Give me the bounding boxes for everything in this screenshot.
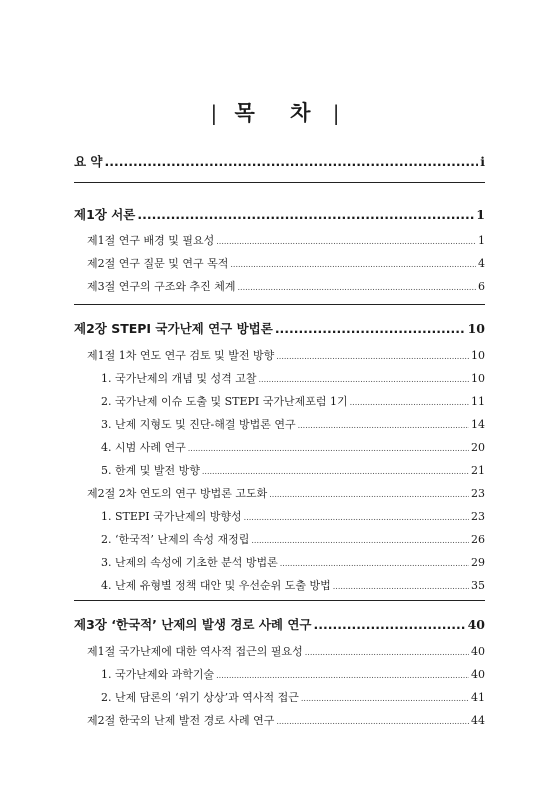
toc-subsection[interactable]	[74, 689, 485, 705]
toc-chapter-summary[interactable]	[74, 152, 485, 170]
toc-label: 제2절 연구 질문 및 연구 목적	[87, 257, 229, 270]
toc-page-number: 10	[471, 372, 485, 385]
toc-page-number: 41	[471, 691, 485, 704]
toc-section[interactable]	[74, 643, 485, 659]
leader-dots	[276, 352, 469, 361]
toc-page-number: 1	[478, 234, 485, 247]
toc-page-number: i	[480, 154, 485, 169]
toc-chapter-2[interactable]	[74, 319, 485, 337]
toc-label: 요 약	[74, 154, 103, 169]
leader-dots	[105, 154, 479, 169]
leader-dots	[276, 717, 469, 726]
toc-label: 1. 국가난제의 개념 및 성격 고찰	[101, 372, 257, 385]
toc-label: 4. 시범 사례 연구	[101, 441, 186, 454]
title-bar-right: |	[332, 101, 341, 125]
title-text: 목 차	[234, 101, 325, 125]
toc-page-number: 10	[471, 349, 485, 362]
toc-subsection[interactable]	[74, 554, 485, 570]
toc-subsection[interactable]	[74, 439, 485, 455]
toc-label: 제1절 연구 배경 및 필요성	[87, 234, 215, 247]
toc-page-number: 40	[467, 617, 485, 632]
table-of-contents	[74, 0, 485, 800]
toc-subsection[interactable]	[74, 577, 485, 593]
toc-page-number: 40	[471, 668, 485, 681]
toc-subsection[interactable]	[74, 416, 485, 432]
leader-dots	[244, 513, 469, 522]
leader-dots	[137, 207, 474, 222]
toc-page-number: 35	[471, 579, 485, 592]
toc-label: 제2절 2차 연도의 연구 방법론 고도화	[87, 487, 268, 500]
toc-label: 1. STEPI 국가난제의 방향성	[101, 510, 242, 523]
toc-page-number: 23	[471, 510, 485, 523]
toc-page-number: 29	[471, 556, 485, 569]
leader-dots	[238, 283, 477, 292]
leader-dots	[230, 260, 476, 269]
toc-label: 제2절 한국의 난제 발전 경로 사례 연구	[87, 714, 275, 727]
toc-label: 2. ‘한국적’ 난제의 속성 재정립	[101, 533, 250, 546]
title-bar-left: |	[210, 101, 219, 125]
leader-dots	[301, 694, 469, 703]
toc-section[interactable]	[74, 347, 485, 363]
toc-page-number: 26	[471, 533, 485, 546]
toc-page-number: 20	[471, 441, 485, 454]
leader-dots	[275, 321, 466, 336]
toc-page-number: 40	[471, 645, 485, 658]
toc-section[interactable]	[74, 255, 485, 271]
toc-label: 5. 한계 및 발전 방향	[101, 464, 200, 477]
leader-dots	[280, 559, 469, 568]
leader-dots	[251, 536, 469, 545]
toc-page-number: 1	[476, 207, 485, 222]
toc-page-number: 44	[471, 714, 485, 727]
leader-dots	[350, 398, 469, 407]
toc-label: 2. 국가난제 이슈 도출 및 STEPI 국가난제포럼 1기	[101, 395, 348, 408]
toc-page-number: 14	[471, 418, 485, 431]
toc-page-number: 23	[471, 487, 485, 500]
leader-dots	[216, 671, 469, 680]
toc-label: 제3절 연구의 구조와 추진 체계	[87, 280, 236, 293]
toc-subsection[interactable]	[74, 508, 485, 524]
toc-label: 제3장 ‘한국적’ 난제의 발생 경로 사례 연구	[74, 617, 312, 632]
toc-chapter-1[interactable]	[74, 205, 485, 223]
toc-page-number: 4	[478, 257, 485, 270]
toc-label: 4. 난제 유형별 정책 대안 및 우선순위 도출 방법	[101, 579, 331, 592]
toc-label: 3. 난제의 속성에 기초한 분석 방법론	[101, 556, 278, 569]
toc-page-number: 11	[471, 395, 485, 408]
toc-page-number: 10	[467, 321, 485, 336]
toc-subsection[interactable]	[74, 393, 485, 409]
toc-label: 제1절 국가난제에 대한 역사적 접근의 필요성	[87, 645, 303, 658]
leader-dots	[216, 237, 476, 246]
toc-page-number: 21	[471, 464, 485, 477]
toc-label: 제1절 1차 연도 연구 검토 및 발전 방향	[87, 349, 275, 362]
leader-dots	[333, 582, 469, 591]
toc-label: 제2장 STEPI 국가난제 연구 방법론	[74, 321, 273, 336]
toc-section[interactable]	[74, 278, 485, 294]
toc-subsection[interactable]	[74, 531, 485, 547]
leader-dots	[269, 490, 469, 499]
toc-label: 3. 난제 지형도 및 진단-해결 방법론 연구	[101, 418, 296, 431]
toc-label: 2. 난제 담론의 ‘위기 상상’과 역사적 접근	[101, 691, 299, 704]
toc-section[interactable]	[74, 712, 485, 728]
leader-dots	[259, 375, 470, 384]
toc-page-number: 6	[478, 280, 485, 293]
leader-dots	[188, 444, 469, 453]
toc-subsection[interactable]	[74, 666, 485, 682]
toc-subsection[interactable]	[74, 462, 485, 478]
leader-dots	[314, 617, 466, 632]
toc-section[interactable]	[74, 232, 485, 248]
toc-chapter-3[interactable]	[74, 615, 485, 633]
toc-subsection[interactable]	[74, 370, 485, 386]
toc-label: 제1장 서론	[74, 207, 136, 222]
leader-dots	[202, 467, 469, 476]
toc-label: 1. 국가난제와 과학기술	[101, 668, 215, 681]
toc-section[interactable]	[74, 485, 485, 501]
leader-dots	[298, 421, 469, 430]
leader-dots	[305, 648, 469, 657]
